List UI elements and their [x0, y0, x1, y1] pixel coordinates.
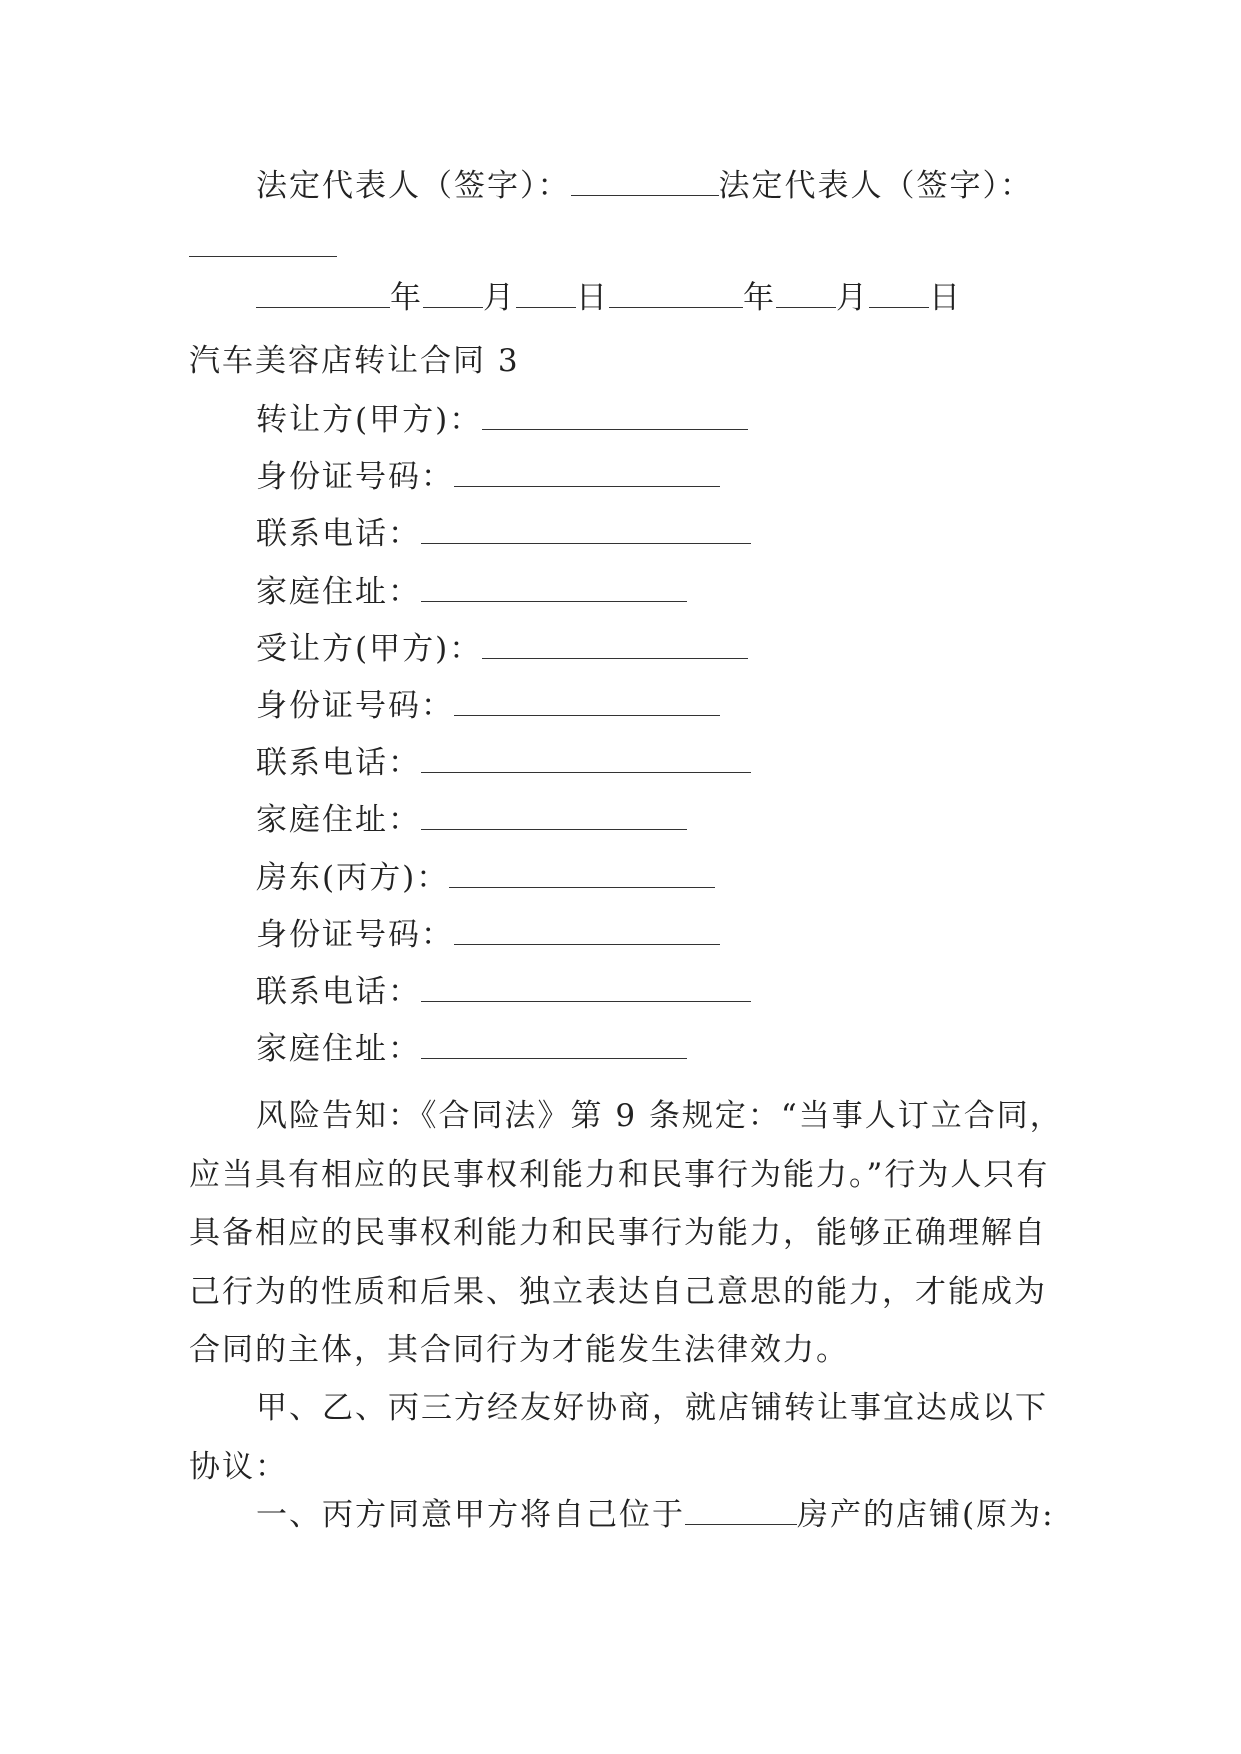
party-field-blank[interactable] — [454, 918, 720, 945]
party-field-line — [256, 572, 687, 612]
party-field-label: 身份证号码： — [256, 688, 454, 724]
rep-blank-b[interactable] — [189, 256, 337, 257]
party-field-blank[interactable] — [454, 460, 720, 487]
party-field-blank[interactable] — [482, 403, 748, 430]
party-field-line — [256, 743, 751, 783]
party-field-blank[interactable] — [454, 689, 720, 716]
year-label-b: 年 — [743, 280, 776, 316]
party-field-blank[interactable] — [421, 517, 751, 544]
party-field-line — [256, 686, 720, 726]
month-blank-a[interactable] — [423, 281, 483, 308]
party-field-label: 联系电话： — [256, 745, 421, 781]
party-field-line — [256, 400, 748, 440]
clause-one-prefix: 一、丙方同意甲方将自己位于 — [256, 1497, 685, 1533]
party-field-blank[interactable] — [421, 746, 751, 773]
year-blank-b[interactable] — [609, 281, 743, 308]
party-field-blank[interactable] — [449, 861, 715, 888]
party-field-line — [256, 1029, 687, 1069]
day-label-a: 日 — [576, 280, 609, 316]
party-field-label: 转让方(甲方)： — [256, 402, 483, 438]
party-field-label: 受让方(甲方)： — [256, 631, 483, 667]
party-field-label: 联系电话： — [256, 974, 421, 1010]
clause-one — [256, 1495, 1055, 1535]
party-field-blank[interactable] — [421, 1032, 687, 1059]
party-field-line — [256, 514, 751, 554]
month-label-a: 月 — [483, 280, 516, 316]
date-line — [256, 278, 962, 318]
party-field-label: 身份证号码： — [256, 459, 454, 495]
party-field-blank[interactable] — [421, 975, 751, 1002]
rep-label-b: 法定代表人（签字）： — [718, 168, 1033, 204]
party-field-blank[interactable] — [421, 803, 687, 830]
year-blank-a[interactable] — [256, 281, 390, 308]
party-field-label: 联系电话： — [256, 516, 421, 552]
party-field-line — [256, 457, 720, 497]
day-blank-a[interactable] — [516, 281, 576, 308]
year-label-a: 年 — [390, 280, 423, 316]
location-blank[interactable] — [685, 1498, 797, 1525]
month-blank-b[interactable] — [776, 281, 836, 308]
party-field-blank[interactable] — [482, 632, 748, 659]
contract-title: 汽车美容店转让合同 3 — [189, 343, 520, 379]
clause-one-suffix: 房产的店铺(原为: — [797, 1497, 1055, 1533]
party-field-line — [256, 915, 720, 955]
risk-notice-text: 风险告知：《合同法》第 9 条规定：“当事人订立合同，应当具有相应的民事权利能力和民事行为能力。”行为人只有具备相应的民事权利能力和民事行为能力，能够正确理解自己行为的性质和后果、独立表达自己意思的能力，才能成为合同的主体，其合同行为才能发生法律效力。 — [189, 1098, 1063, 1368]
party-field-line — [256, 629, 748, 669]
agreement-intro — [189, 1379, 1069, 1496]
month-label-b: 月 — [836, 280, 869, 316]
party-field-label: 房东(丙方)： — [256, 860, 450, 896]
day-blank-b[interactable] — [869, 281, 929, 308]
party-field-line — [256, 972, 751, 1012]
rep-blank-a[interactable] — [571, 169, 719, 196]
party-field-label: 家庭住址： — [256, 802, 421, 838]
signature-line — [256, 166, 1033, 206]
party-field-blank[interactable] — [421, 575, 687, 602]
party-field-label: 家庭住址： — [256, 574, 421, 610]
agreement-intro-text: 甲、乙、丙三方经友好协商，就店铺转让事宜达成以下协议： — [189, 1390, 1048, 1485]
party-field-line — [256, 800, 687, 840]
rep-label-a: 法定代表人（签字）： — [256, 168, 571, 204]
party-field-line — [256, 858, 715, 898]
day-label-b: 日 — [929, 280, 962, 316]
party-field-label: 家庭住址： — [256, 1031, 421, 1067]
party-field-label: 身份证号码： — [256, 917, 454, 953]
risk-notice — [189, 1087, 1069, 1380]
